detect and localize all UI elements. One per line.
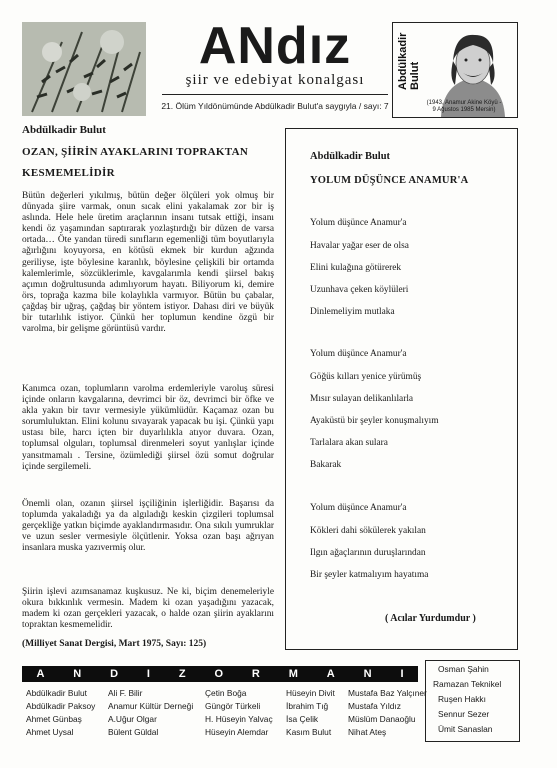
contributor-name: Kasım Bulut [286, 727, 332, 737]
poem-line: Havalar yağar eser de olsa [310, 241, 409, 251]
contributor-name: Hüseyin Alemdar [205, 727, 269, 737]
poem-line: Dinlemeliyim mutlaka [310, 307, 395, 317]
contributor-name: Çetin Boğa [205, 688, 247, 698]
poem-line: Tarlalara akan sulara [310, 438, 388, 448]
contributor-name: Anamur Kültür Derneği [108, 701, 194, 711]
article-paragraph: Kanımca ozan, toplumların varolma erdemleriyle varoluş süresi içinde onların kavgalarına, devrimci bir öz, devrimci bir öfke ve akla yakın bir tavır vermesiyle yükümlüdür. Kaçamaz ozan bu sorumluluktan. Elini kolunu sıvayarak yapacak bu işi. Çünkü yapı ustası bile, harcı içten bir duyarlılıkla atıyor duvara. Ozan, toplumsal olguları, toplumsal direnmeleri soyut yanlışlar içinde yansıtmamalı . Tersine, özümlediği şiirsel özü somut doğrular içinde sergilemeli. [22, 384, 274, 472]
poem-line: Ilgın ağaçlarının duruşlarından [310, 548, 426, 558]
contributor-name: Müslüm Danaoğlu [348, 714, 416, 724]
article-title-line2: KESMEMELİDİR [22, 167, 115, 179]
masthead-rule [162, 94, 388, 95]
banner-letter: D [110, 668, 119, 680]
magazine-subtitle: şiir ve edebiyat konalgası [185, 72, 365, 88]
contributor-name: Sennur Sezer [438, 709, 490, 719]
banner-letter: R [251, 668, 260, 680]
poem-line: Ayaküstü bir şeyler konuşmalıyım [310, 416, 439, 426]
contributor-name: Abdülkadir Paksoy [26, 701, 96, 711]
poem-line: Elini kulağına götürerek [310, 263, 402, 273]
plant-photo [22, 22, 146, 116]
article-paragraph: Bütün değerleri yıkılmış, bütün değer ölçüleri yok olmuş bir dünyada şiire varmak, onun sıcak elini yakalamak zor bir iş aslında. Hele hele üretim araçlarının insanı tutsak ettiği, insanı kendi öz yaşamından saptırarak yozlaştırdığı bir düzen de varsa ortada… Öte yandan türedi sınıfların egemenliği tüm boyutlarıyla ağırlığını koyuyorsa, en kötüsü ekmek bir kurdun ağzında geriliyse, işte böylesine karanlık, böylesine çelişkili bir ortamda kalemlerimle, sözcüklerimle, kavgalarımla kendi şiirsel bakış açımın doğrultusunda adımlıyorum hayatı. Biliyorum ki, demire örs, toprağa kazma bile kolaylıkla varmıyor. Bütün bu çabalar, çağdaş bir uğraş, çağdaş bir yöntem istiyor. Dahası diri ve büyük bir tutarlılık istiyor. Çünkü her toplumun kendine özgü bir varolma, bir gelişme görüntüsü vardır. [22, 191, 274, 335]
andiz-ormani-banner [22, 666, 418, 682]
contributor-name: Ahmet Günbaş [26, 714, 82, 724]
poem-title: YOLUM DÜŞÜNCE ANAMUR'A [310, 175, 469, 186]
contributor-name: Ahmet Uysal [26, 727, 74, 737]
magazine-title: ANdız [198, 17, 352, 75]
banner-letter: I [400, 668, 404, 680]
contributor-name: Ümit Sanaslan [438, 724, 493, 734]
banner-letter: A [326, 668, 335, 680]
issue-line: 21. Ölüm Yıldönümünde Abdülkadir Bulut'a saygıyla / sayı: 7 [161, 101, 389, 111]
poem-author: Abdülkadir Bulut [310, 151, 391, 162]
poem-line: Yolum düşünce Anamur'a [310, 218, 407, 228]
contributor-name: Hüseyin Divit [286, 688, 335, 698]
poem-line: Mısır sulayan delikanlılarla [310, 394, 414, 404]
poem-line: Bir şeyler katmalıyım hayatıma [310, 570, 429, 580]
article-paragraph: Şiirin işlevi azımsanamaz kuşkusuz. Ne ki, biçim denemeleriyle okura bıkkınlık vermesin. Madem ki ozan yaşadığını yazacak, madem ki ozan gerçekleri yazacak, o halde ozan şiirin ayaklarını topraktan kesmemelidir. [22, 587, 274, 631]
contributor-name: Osman Şahin [438, 664, 489, 674]
poem-line: Yolum düşünce Anamur'a [310, 349, 407, 359]
contributor-name: Ramazan Teknikel [433, 679, 502, 689]
banner-letter: M [288, 668, 298, 680]
article-paragraph: Önemli olan, ozanın şiirsel işçiliğinin işlerliğidir. Başarısı da toplumda yakaladığı ya da algıladığı keskin çizgileri toplumsal gerçekliğe yatkın biçimde ayaklandırmasıdır. Ona sıkılı yumruklar ve uzun sesler vermesiyle ölçütlenir. Yoksa ozan başı ağrıyan insanlara muska yazıvermiş olur. [22, 499, 274, 554]
poem-line: Kökleri dahi sökülerek yakılan [310, 526, 426, 536]
poem-line: Uzunhava çeken köylüleri [310, 285, 409, 295]
banner-letter: A [36, 668, 45, 680]
poem-signature: ( Acılar Yurdumdur ) [385, 613, 476, 624]
portrait-caption-line2: 9 Ağustos 1985 Mersin) [432, 107, 496, 113]
portrait-name [393, 24, 425, 94]
article-title-line1: OZAN, ŞİİRİN AYAKLARINI TOPRAKTAN [22, 146, 249, 158]
banner-letter: I [146, 668, 150, 680]
portrait-name-first: Abdülkadir [397, 32, 409, 90]
poem-line: Göğüs kılları yenice yürümüş [310, 372, 422, 382]
contributor-name: Bülent Güldal [108, 727, 159, 737]
banner-letter: N [73, 668, 82, 680]
contributor-name: Nihat Ateş [348, 727, 387, 737]
portrait-caption-line1: (1943, Anamur Akine Köyü - [426, 100, 502, 106]
portrait-caption [424, 100, 504, 114]
poem-line: Bakarak [310, 460, 342, 470]
banner-letter: N [363, 668, 372, 680]
portrait-name-last: Bulut [409, 61, 421, 90]
contributor-name: H. Hüseyin Yalvaç [205, 714, 273, 724]
contributor-name: Ruşen Hakkı [438, 694, 486, 704]
banner-letter: Z [178, 668, 186, 680]
contributor-name: İbrahim Tığ [286, 701, 329, 711]
contributor-name: Ali F. Bilir [108, 688, 143, 698]
contributor-name: Güngör Türkeli [205, 701, 261, 711]
contributor-name: A.Uğur Olgar [108, 714, 157, 724]
poem-line: Yolum düşünce Anamur'a [310, 503, 407, 513]
banner-letter: O [214, 668, 224, 680]
contributor-name: Mustafa Yıldız [348, 701, 401, 711]
article-author: Abdülkadir Bulut [22, 124, 106, 136]
contributor-name: Abdülkadir Bulut [26, 688, 87, 698]
contributor-name: İsa Çelik [286, 714, 319, 724]
contributor-name: Mustafa Baz Yalçıner [348, 688, 427, 698]
article-source: (Milliyet Sanat Dergisi, Mart 1975, Sayı: 125) [22, 639, 207, 649]
